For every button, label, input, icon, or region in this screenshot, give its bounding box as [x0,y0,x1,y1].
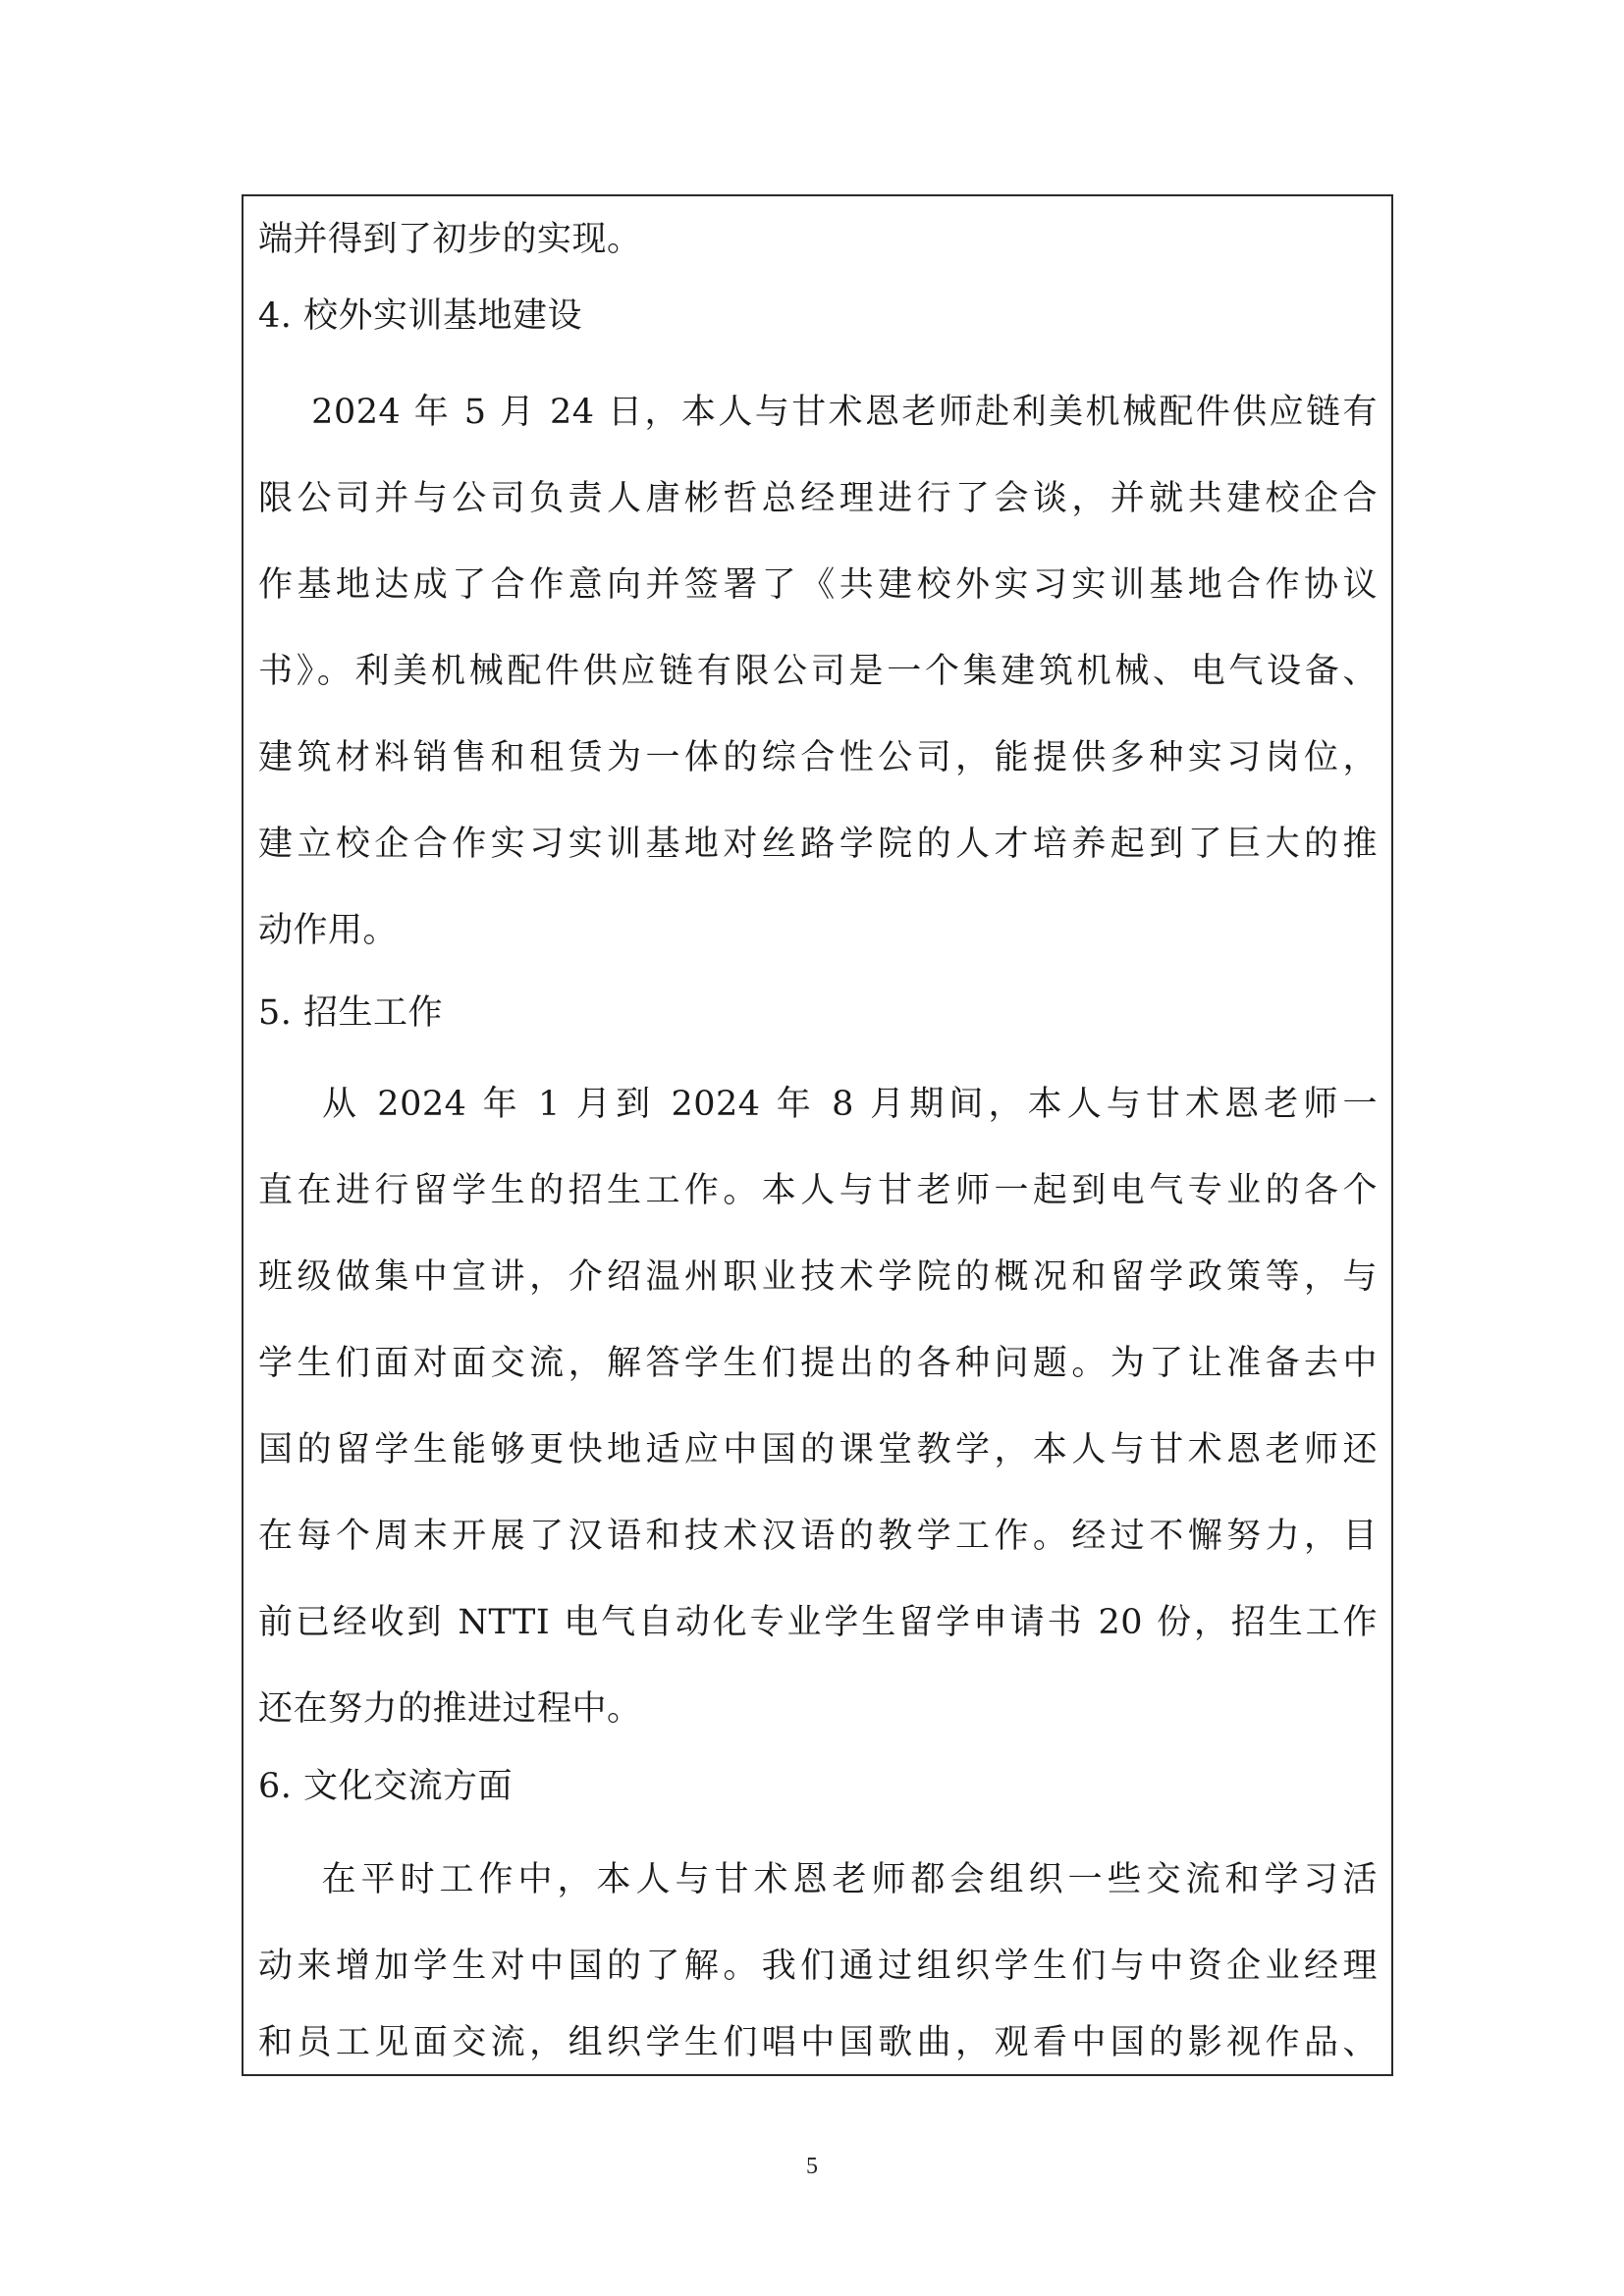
section-heading-6: 6. 文化交流方面 [258,1767,514,1806]
text-line-5: 作基地达成了合作意向并签署了《共建校外实习实训基地合作协议 [258,565,1378,605]
text-line-17: 前已经收到 NTTI 电气自动化专业学生留学申请书 20 份，招生工作 [258,1603,1378,1642]
text-line-9: 动作用。 [258,911,399,950]
text-line-3: 2024 年 5 月 24 日，本人与甘术恩老师赴利美机械配件供应链有 [258,393,1378,432]
text-line-11: 从 2024 年 1 月到 2024 年 8 月期间，本人与甘术恩老师一 [258,1085,1378,1124]
text-line-15: 国的留学生能够更快地适应中国的课堂教学，本人与甘术恩老师还 [258,1430,1378,1469]
text-line-20: 在平时工作中，本人与甘术恩老师都会组织一些交流和学习活 [258,1860,1378,1899]
text-line-22: 和员工见面交流，组织学生们唱中国歌曲，观看中国的影视作品、 [258,2023,1378,2062]
text-line-6: 书》。利美机械配件供应链有限公司是一个集建筑机械、电气设备、 [258,652,1378,691]
text-line-8: 建立校企合作实习实训基地对丝路学院的人才培养起到了巨大的推 [258,825,1378,864]
text-line-18: 还在努力的推进过程中。 [258,1689,642,1729]
text-line-4: 限公司并与公司负责人唐彬哲总经理进行了会谈，并就共建校企合 [258,479,1378,518]
text-line-13: 班级做集中宣讲，介绍温州职业技术学院的概况和留学政策等，与 [258,1257,1378,1297]
text-line-1: 端并得到了初步的实现。 [258,220,642,259]
page-number: 5 [806,2154,818,2179]
text-line-12: 直在进行留学生的招生工作。本人与甘老师一起到电气专业的各个 [258,1171,1378,1210]
section-heading-5: 5. 招生工作 [258,993,444,1033]
text-line-7: 建筑材料销售和租赁为一体的综合性公司，能提供多种实习岗位， [258,738,1378,777]
text-line-21: 动来增加学生对中国的了解。我们通过组织学生们与中资企业经理 [258,1947,1378,1986]
section-heading-4: 4. 校外实训基地建设 [258,296,583,336]
text-line-16: 在每个周末开展了汉语和技术汉语的教学工作。经过不懈努力，目 [258,1517,1378,1556]
text-line-14: 学生们面对面交流，解答学生们提出的各种问题。为了让准备去中 [258,1344,1378,1383]
